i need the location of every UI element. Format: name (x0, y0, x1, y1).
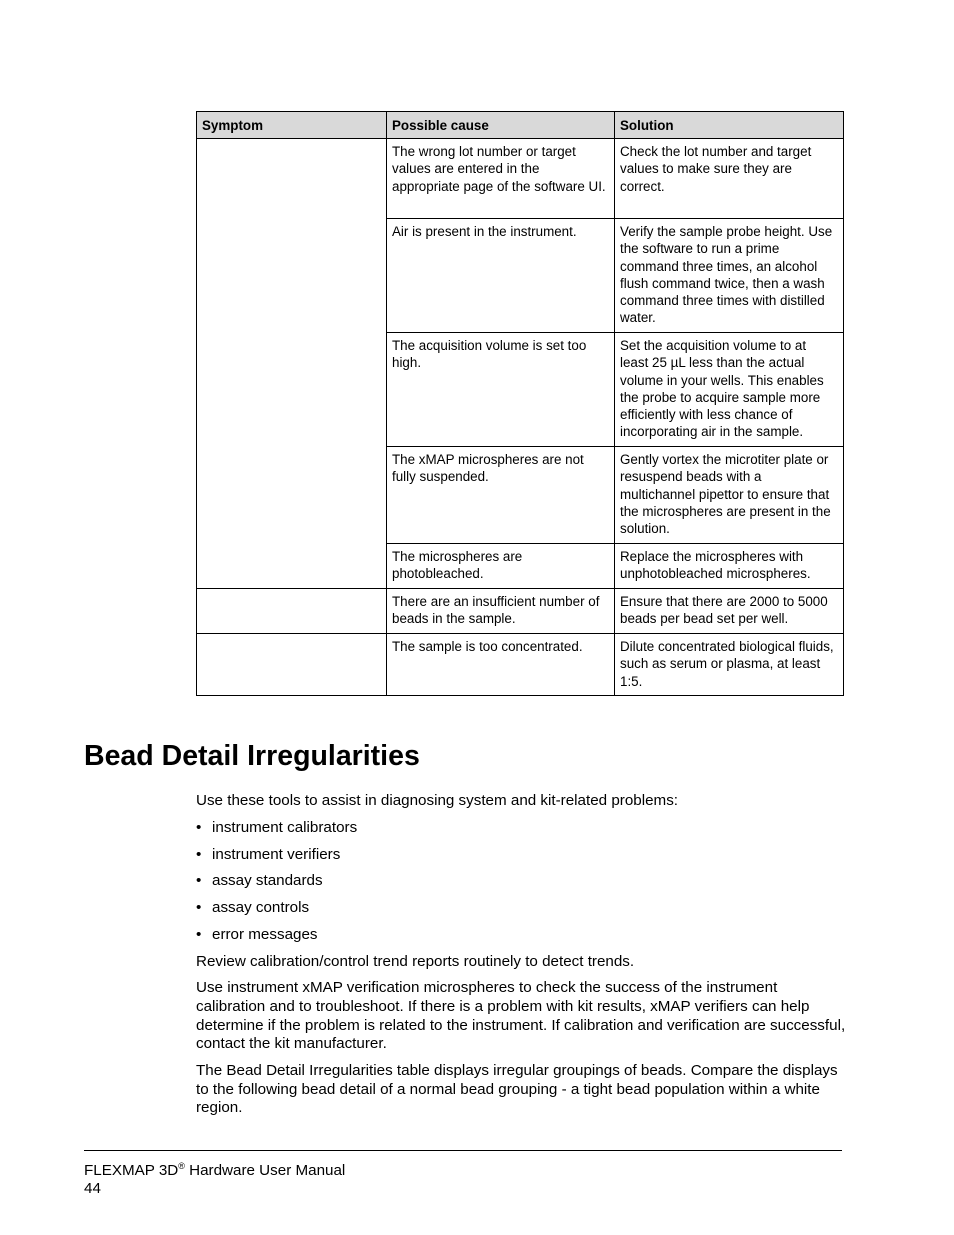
page-footer (84, 1162, 345, 1198)
cause-cell: The sample is too concentrated. (387, 634, 615, 696)
footer-product: FLEXMAP 3D (84, 1162, 179, 1179)
footer-manual: Hardware User Manual (184, 1162, 346, 1179)
bullet-icon: • (196, 925, 202, 943)
list-item-text: assay standards (212, 872, 323, 890)
symptom-cell (197, 589, 387, 634)
cause-cell: There are an insufficient number of beads in the sample. (387, 589, 615, 634)
solution-cell: Dilute concentrated biological fluids, such as serum or plasma, at least 1:5. (615, 634, 844, 696)
bullet-icon: • (196, 899, 202, 917)
solution-cell: Set the acquisition volume to at least 25 µL less than the actual volume in your wells. This enables the probe to acquire sample more efficiently with less chance of incorporating air in the sample. (615, 333, 844, 447)
footer-divider (84, 1150, 842, 1151)
solution-cell: Verify the sample probe height. Use the software to run a prime command three times, an alcohol flush command twice, then a wash command three times with distilled water. (615, 219, 844, 333)
tools-list (196, 819, 846, 945)
table-row (197, 139, 844, 219)
bullet-icon: • (196, 845, 202, 863)
cause-cell: The wrong lot number or target values are entered in the appropriate page of the software UI. (387, 139, 615, 219)
bullet-icon: • (196, 818, 202, 836)
body-paragraph: Use instrument xMAP verification microspheres to check the success of the instrument calibration and to troubleshoot. If there is a problem with kit results, xMAP verifiers can help determine if the problem is related to the instrument. If calibration and verification are successful, contact the kit manufacturer. (196, 979, 846, 1053)
list-item (196, 926, 846, 945)
cause-cell: The acquisition volume is set too high. (387, 333, 615, 447)
solution-cell: Check the lot number and target values to make sure they are correct. (615, 139, 844, 219)
list-item (196, 872, 846, 891)
list-item-text: instrument verifiers (212, 845, 341, 863)
cause-cell: The xMAP microspheres are not fully suspended. (387, 447, 615, 544)
troubleshooting-table (196, 111, 844, 696)
symptom-cell (197, 634, 387, 696)
registered-mark: ® (178, 1161, 185, 1171)
body-paragraph: Review calibration/control trend reports routinely to detect trends. (196, 952, 635, 970)
footer-manual-title (84, 1162, 345, 1180)
cause-cell: The microspheres are photobleached. (387, 544, 615, 589)
solution-cell: Gently vortex the microtiter plate or resuspend beads with a multichannel pipettor to ensure that the microspheres are present in the solution. (615, 447, 844, 544)
symptom-cell (197, 139, 387, 589)
table-row (197, 589, 844, 634)
troubleshooting-table-container (196, 111, 843, 696)
header-possible-cause: Possible cause (387, 112, 615, 139)
table-row (197, 634, 844, 696)
list-item (196, 846, 846, 865)
list-item-text: assay controls (212, 899, 310, 917)
bullet-icon: • (196, 872, 202, 890)
list-item (196, 899, 846, 918)
header-symptom: Symptom (197, 112, 387, 139)
list-item-text: error messages (212, 925, 318, 943)
table-header-row (197, 112, 844, 139)
list-item (196, 819, 846, 838)
solution-cell: Replace the microspheres with unphotobleached microspheres. (615, 544, 844, 589)
page-number: 44 (84, 1180, 101, 1197)
list-item-text: instrument calibrators (212, 818, 358, 836)
section-title: Bead Detail Irregularities (84, 740, 420, 772)
body-paragraph: The Bead Detail Irregularities table displays irregular groupings of beads. Compare the displays to the following bead detail of a normal bead grouping - a tight bead population within a white region. (196, 1062, 838, 1117)
cause-cell: Air is present in the instrument. (387, 219, 615, 333)
intro-paragraph: Use these tools to assist in diagnosing system and kit-related problems: (196, 792, 679, 809)
solution-cell: Ensure that there are 2000 to 5000 beads per bead set per well. (615, 589, 844, 634)
header-solution: Solution (615, 112, 844, 139)
section-body (196, 792, 846, 1126)
